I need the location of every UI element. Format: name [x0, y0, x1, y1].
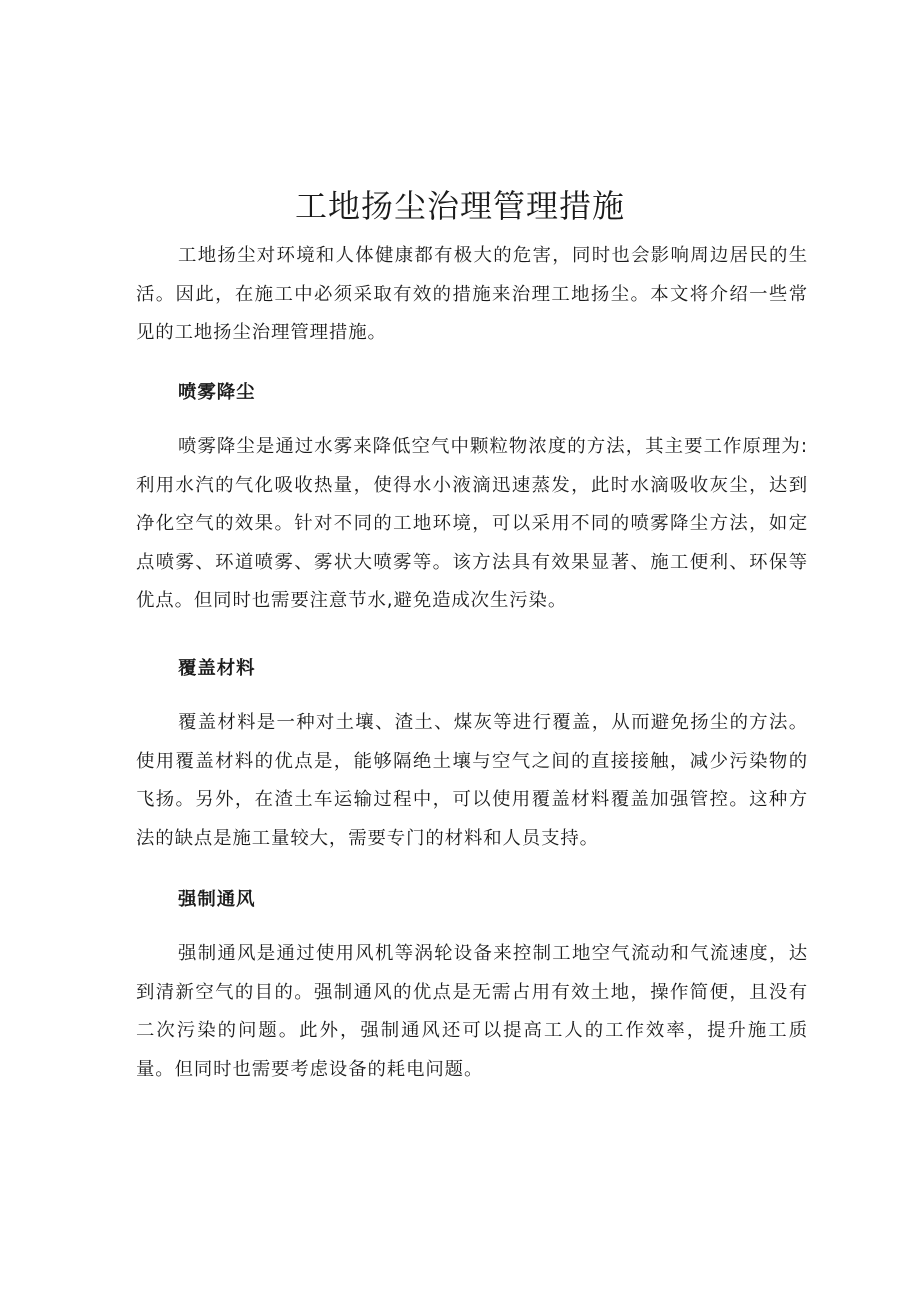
section-body-cover: 覆盖材料是一种对土壤、渣土、煤灰等进行覆盖，从而避免扬尘的方法。使用覆盖材料的优点是，能够隔绝土壤与空气之间的直接接触，减少污染物的飞扬。另外，在渣土车运输过程中，可以使用覆盖材料覆盖加强管控。这种方法的缺点是施工量较大，需要专门的材料和人员支持。	[136, 712, 808, 849]
section-heading-cover: 覆盖材料	[178, 658, 256, 679]
section-body-spray: 喷雾降尘是通过水雾来降低空气中颗粒物浓度的方法，其主要工作原理为:利用水汽的气化吸收热量，使得水小液滴迅速蒸发，此时水滴吸收灰尘，达到净化空气的效果。针对不同的工地环境，可以采用不同的喷雾降尘方法，如定点喷雾、环道喷雾、雾状大喷雾等。该方法具有效果显著、施工便利、环保等优点。但同时也需要注意节水,避免造成次生污染。	[136, 436, 808, 611]
section-heading-spray: 喷雾降尘	[178, 382, 256, 403]
section-heading-ventilation: 强制通风	[178, 889, 256, 910]
document-title: 工地扬尘治理管理措施	[294, 187, 625, 225]
section-body-ventilation: 强制通风是通过使用风机等涡轮设备来控制工地空气流动和气流速度，达到清新空气的目的。强制通风的优点是无需占用有效土地，操作简便，且没有二次污染的问题。此外，强制通风还可以提高工人的工作效率，提升施工质量。但同时也需要考虑设备的耗电问题。	[136, 943, 808, 1080]
intro-paragraph: 工地扬尘对环境和人体健康都有极大的危害，同时也会影响周边居民的生活。因此，在施工中必须采取有效的措施来治理工地扬尘。本文将介绍一些常见的工地扬尘治理管理措施。	[136, 245, 808, 343]
